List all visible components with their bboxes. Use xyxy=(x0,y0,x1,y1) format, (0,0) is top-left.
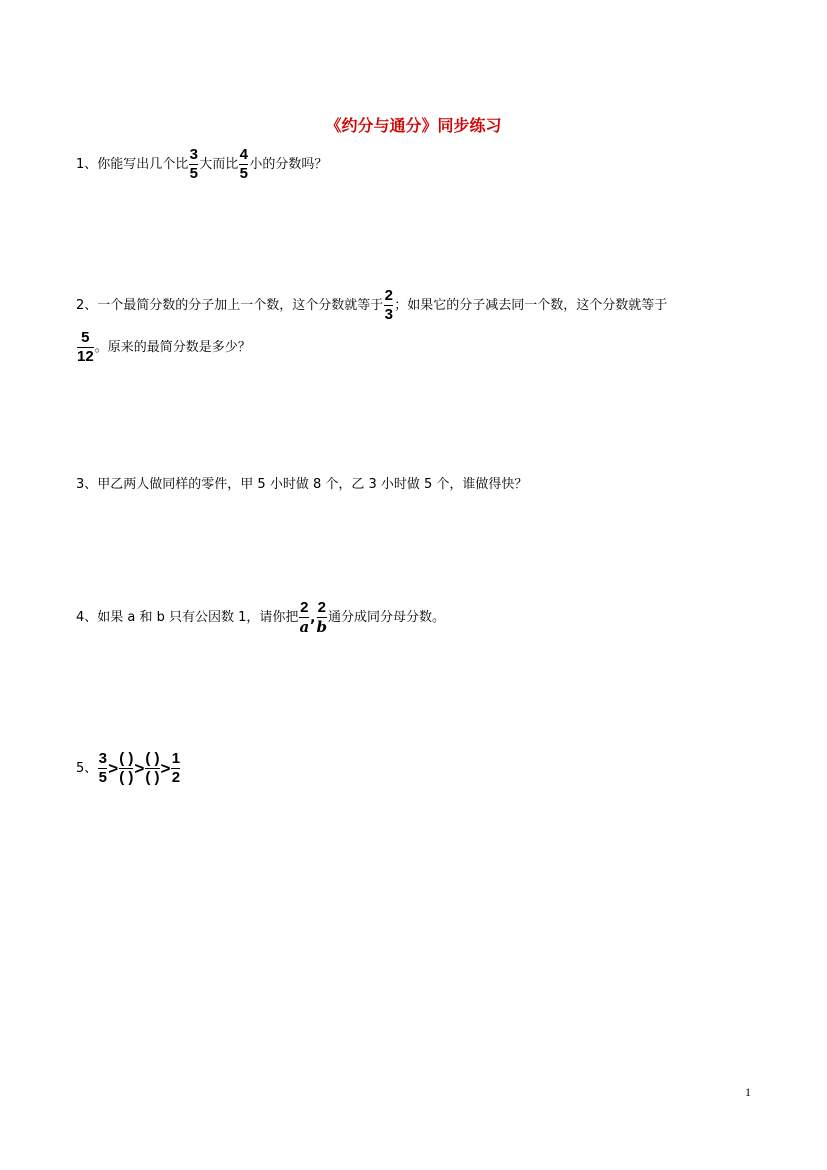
question-text: ；如果它的分子减去同一个数，这个分数就等于 xyxy=(394,297,668,313)
numerator: 5 xyxy=(81,329,90,346)
denominator: 5 xyxy=(189,165,198,183)
fraction xyxy=(384,288,393,323)
fraction xyxy=(77,330,94,365)
blank-fraction[interactable] xyxy=(145,751,159,786)
blank-numerator[interactable]: ( ) xyxy=(145,750,160,767)
fraction xyxy=(98,751,107,786)
blank-fraction[interactable] xyxy=(119,751,133,786)
question-text: 大而比 xyxy=(199,156,239,172)
question-text: 甲乙两人做同样的零件，甲 5 小时做 8 个，乙 3 小时做 5 个，谁做得快？ xyxy=(97,477,528,492)
fraction xyxy=(189,147,198,182)
question-3 xyxy=(76,475,527,495)
denominator: 2 xyxy=(171,769,181,787)
question-2 xyxy=(76,288,667,323)
blank-denominator[interactable]: ( ) xyxy=(145,769,160,787)
question-number: 3、 xyxy=(76,477,98,492)
page-title: 《约分与通分》同步练习 xyxy=(325,116,502,135)
question-number: 1、 xyxy=(76,156,98,172)
question-5 xyxy=(76,751,181,786)
fraction xyxy=(299,600,309,635)
greater-than-sign: > xyxy=(160,758,171,778)
numerator: 2 xyxy=(384,287,393,304)
question-text: 你能写出几个比 xyxy=(97,156,189,172)
greater-than-sign: > xyxy=(134,758,145,778)
denominator: a xyxy=(299,618,310,637)
denominator: 5 xyxy=(239,165,248,183)
blank-numerator[interactable]: ( ) xyxy=(119,750,134,767)
question-1 xyxy=(76,147,327,182)
question-text: 小的分数吗？ xyxy=(249,156,328,172)
greater-than-sign: > xyxy=(108,758,119,778)
question-text: 一个最简分数的分子加上一个数，这个分数就等于 xyxy=(97,297,384,313)
question-number: 4、 xyxy=(76,609,98,625)
question-2-continued xyxy=(76,330,251,365)
question-4 xyxy=(76,600,445,635)
comma-separator: , xyxy=(310,609,316,626)
fraction xyxy=(317,600,328,635)
numerator: 2 xyxy=(300,599,309,616)
denominator: 3 xyxy=(384,306,393,324)
question-text: 如果 a 和 b 只有公因数 1，请你把 xyxy=(97,609,299,625)
fraction xyxy=(171,751,180,786)
numerator: 3 xyxy=(98,750,107,767)
question-number: 5、 xyxy=(76,760,98,776)
numerator: 3 xyxy=(189,146,198,163)
numerator: 2 xyxy=(317,599,326,616)
denominator: 12 xyxy=(77,348,94,366)
question-number: 2、 xyxy=(76,297,98,313)
numerator: 1 xyxy=(171,750,181,767)
page-number: 1 xyxy=(745,1085,751,1099)
question-text: 通分成同分母分数。 xyxy=(328,609,446,625)
question-text: 。原来的最简分数是多少？ xyxy=(94,339,251,355)
fraction xyxy=(239,147,248,182)
blank-denominator[interactable]: ( ) xyxy=(119,769,134,787)
denominator: 5 xyxy=(98,769,107,787)
numerator: 4 xyxy=(239,146,248,163)
denominator: b xyxy=(316,618,327,637)
